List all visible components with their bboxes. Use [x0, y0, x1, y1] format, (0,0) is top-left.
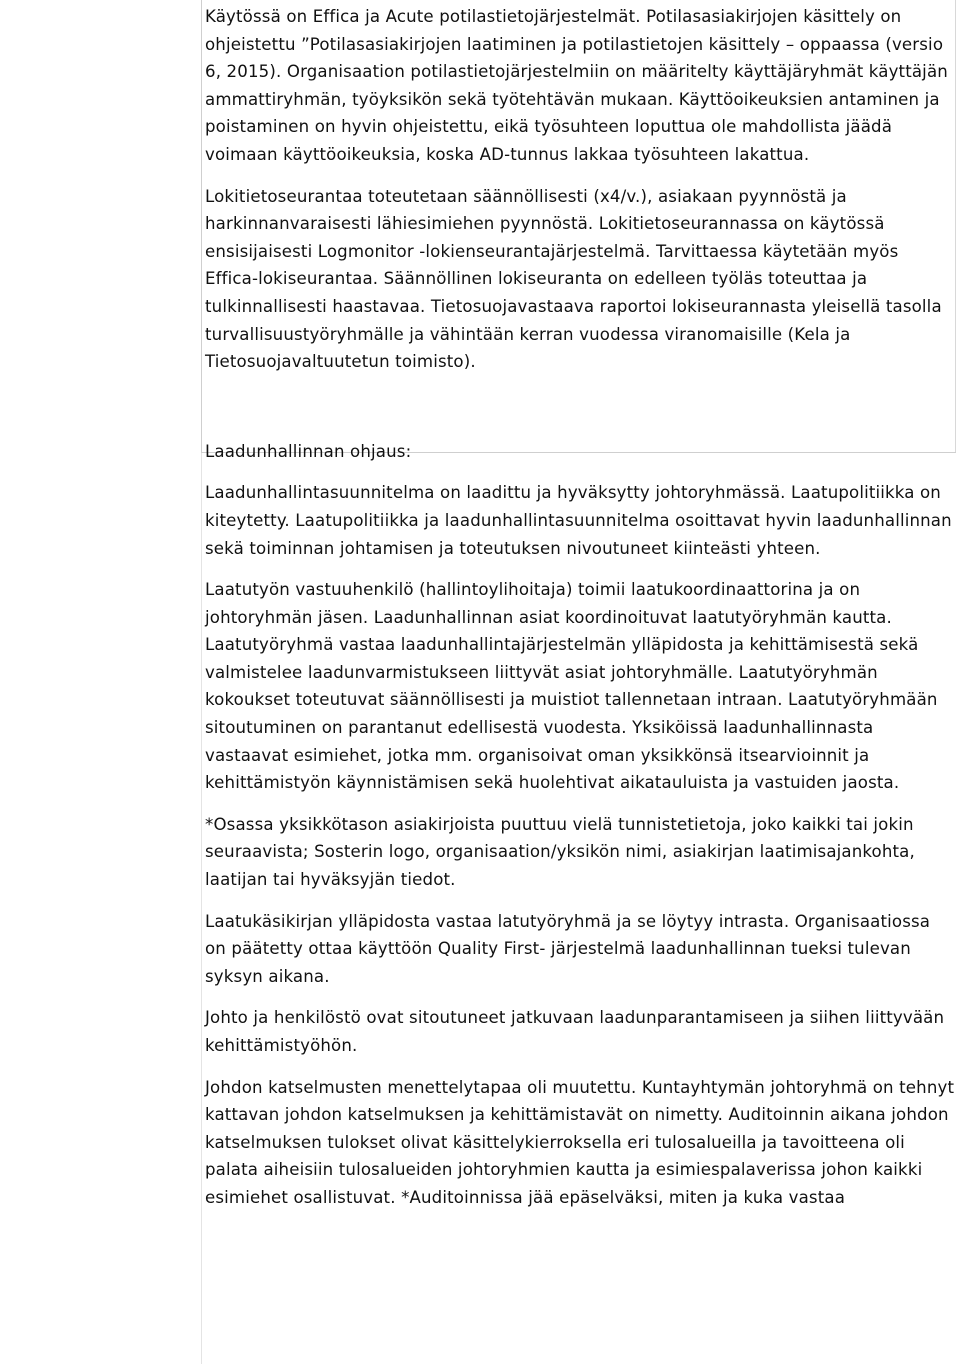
section-heading-quality-management: Laadunhallinnan ohjaus: — [205, 441, 412, 461]
paragraph-log-monitoring: Lokitietoseurantaa toteutetaan säännöllisesti (x4/v.), asiakaan pyynnöstä ja harkinnanvaraisesti lähiesimiehen pyynnöstä. Lokitietoseurannassa on käytössä ensisijaisesti Logmonitor -lokienseurantajärjestelmä. Tarvittaessa käytetään myös Effica-lokiseurantaa. Säännöllinen lokiseuranta on edelleen työläs toteuttaa ja tulkinnallisesti haastavaa. Tietosuojavastaava raportoi lokiseurannasta yleisellä tasolla turvallisuustyöryhmälle ja vähintään kerran vuodessa viranomaisille (Kela ja Tietosuojavaltuutetun toimisto). — [205, 186, 942, 372]
paragraph-management-review: Johdon katselmusten menettelytapaa oli muutettu. Kuntayhtymän johtoryhmä on tehnyt kattavan johdon katselmuksen ja kehittämistavät on nimetty. Auditoinnin aikana johdon katselmuksen tulokset olivat käsittelykierroksella eri tulosalueilla ja tavoitteena oli palata aiheisiin tulosalueiden johtoryhmien kautta ja esimiespalaverissa johon kaikki esimiehet osallistuvat. *Auditoinnissa jää epäselväksi, miten ja kuka vastaa — [205, 1077, 955, 1207]
paragraph-document-identifiers: *Osassa yksikkötason asiakirjoista puuttuu vielä tunnistetietoja, joko kaikki tai jokin seuraavista; Sosterin logo, organisaation/yksikön nimi, asiakirjan laatimisajankohta, laatijan tai hyväksyjän tiedot. — [205, 814, 915, 890]
paragraph-quality-plan: Laadunhallintasuunnitelma on laadittu ja hyväksytty johtoryhmässä. Laatupolitiikka on kiteytetty. Laatupolitiikka ja laadunhallintasuunnitelma osoittavat hyvin laadunhallinnan sekä toiminnan johtamisen ja toteutuksen nivoutuneet kiinteästi yhteen. — [205, 483, 952, 558]
table-border-right — [955, 0, 956, 452]
paragraph-management-commitment: Johto ja henkilöstö ovat sitoutuneet jatkuvaan laadunparantamiseen ja siihen liittyvään kehittämistyöhön. — [205, 1008, 945, 1055]
document-content — [205, 3, 955, 1212]
paragraph-quality-manual: Laatukäsikirjan ylläpidosta vastaa latutyöryhmä ja se löytyy intrasta. Organisaatiossa on päätetty ottaa käyttöön Quality First- järjestelmä laadunhallinnan tueksi tulevan syksyn aikana. — [205, 911, 931, 986]
paragraph-quality-responsibility: Laatutyön vastuuhenkilö (hallintoylihoitaja) toimii laatukoordinaattorina ja on johtoryhmän jäsen. Laadunhallinnan asiat koordinoituvat laatutyöryhmän kautta. Laatutyöryhmä vastaa laadunhallintajärjestelmän ylläpidosta ja kehittämisestä sekä valmistelee laadunvarmistukseen liittyvät asiat johtoryhmälle. Laatutyöryhmän kokoukset toteutuvat säännöllisesti ja muistiot tallennetaan intraan. Laatutyöryhmään sitoutuminen on parantanut edellisestä vuodesta. Yksiköissä laadunhallinnasta vastaavat esimiehet, jotka mm. organisoivat oman yksikkönsä itsearvioinnit ja kehittämistyön käynnistämisen sekä huolehtivat aikatauluista ja vastuiden jaosta. — [205, 580, 938, 793]
table-border-left-lower — [201, 452, 202, 1364]
paragraph-patient-records: Käytössä on Effica ja Acute potilastietojärjestelmät. Potilasasiakirjojen käsittely on ohjeistettu ”Potilasasiakirjojen laatiminen ja potilastietojen käsittely – oppaassa (versio 6, 2015). Organisaation potilastietojärjestelmiin on määritelty käyttäjäryhmät käyttäjän ammattiryhmän, työyksikön sekä työtehtävän mukaan. Käyttöoikeuksien antaminen ja poistaminen on hyvin ohjeistettu, eikä työsuhteen loputtua ole mahdollista jäädä voimaan käyttöoikeuksia, koska AD-tunnus lakkaa työsuhteen lakattua. — [205, 7, 948, 164]
table-border-left — [201, 0, 202, 452]
